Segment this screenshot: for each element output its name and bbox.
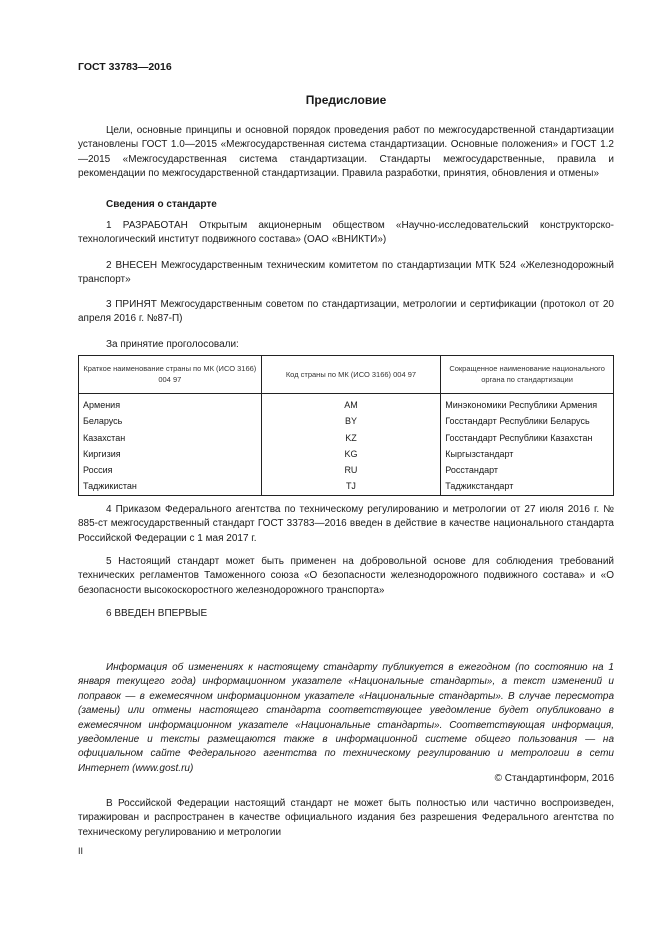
item-4-paragraph xyxy=(78,503,614,546)
country-cell: Таджикистан xyxy=(79,478,262,495)
intro-paragraph xyxy=(78,124,614,182)
info-notice-paragraph xyxy=(78,661,614,776)
voting-table xyxy=(78,355,614,496)
item-1-paragraph xyxy=(78,219,614,248)
item-5-paragraph xyxy=(78,555,614,598)
intro-text: Цели, основные принципы и основной порядок проведения работ по межгосударственной стандартизации установлены ГОСТ 1.0—2015 «Межгосударственная система стандартизации. Основные положения» и ГОСТ 1.2—2015 «Межгосударственная система стандартизации. Стандарты межгосударственные, правила и рекомендации по межгосударственной стандартизации. Правила разработки, принятия, обновления и отмены» xyxy=(78,125,614,180)
item-5-text: 5 Настоящий стандарт может быть применен на добровольной основе для соблюдения требований технических регламентов Таможенного союза «О безопасности железнодорожного подвижного состава» и «О безопасности высокоскоростного железнодорожного транспорта» xyxy=(78,556,614,596)
country-cell: Беларусь xyxy=(79,413,262,429)
restriction-paragraph xyxy=(78,797,614,840)
table-row xyxy=(79,394,614,414)
document-id: ГОСТ 33783—2016 xyxy=(78,61,172,73)
body-cell: Таджикстандарт xyxy=(441,478,614,495)
table-row xyxy=(79,478,614,495)
page-title: Предисловие xyxy=(305,93,387,107)
code-cell: AM xyxy=(261,394,441,414)
table-row xyxy=(79,446,614,462)
code-cell: KZ xyxy=(261,430,441,446)
header-country-name: Краткое наименование страны по МК (ИСО 3166) 004 97 xyxy=(79,356,262,394)
voted-label: За принятие проголосовали: xyxy=(106,339,239,350)
country-cell: Киргизия xyxy=(79,446,262,462)
section-heading: Сведения о стандарте xyxy=(106,199,217,210)
body-cell: Росстандарт xyxy=(441,462,614,478)
item-4-text: 4 Приказом Федерального агентства по техническому регулированию и метрологии от 27 июля 2016 г. № 885-ст межгосударственный стандарт ГОСТ 33783—2016 введен в действие в качестве национального стандарта Российской Федерации с 1 мая 2017 г. xyxy=(78,504,614,544)
table-row xyxy=(79,413,614,429)
code-cell: BY xyxy=(261,413,441,429)
copyright-line: © Стандартинформ, 2016 xyxy=(494,773,614,784)
country-cell: Россия xyxy=(79,462,262,478)
item-3-text: 3 ПРИНЯТ Межгосударственным советом по стандартизации, метрологии и сертификации (протокол от 20 апреля 2016 г. №87-П) xyxy=(78,299,614,325)
item-1-text: 1 РАЗРАБОТАН Открытым акционерным обществом «Научно-исследовательский конструкторско-технологический институт подвижного состава» (ОАО «ВНИКТИ») xyxy=(78,220,614,246)
body-cell: Кыргызстандарт xyxy=(441,446,614,462)
item-2-paragraph xyxy=(78,259,614,288)
body-cell: Минэкономики Республики Армения xyxy=(441,394,614,414)
table-header-row xyxy=(79,356,614,394)
header-national-body: Сокращенное наименование национального органа по стандартизации xyxy=(441,356,614,394)
body-cell: Госстандарт Республики Казахстан xyxy=(441,430,614,446)
country-cell: Казахстан xyxy=(79,430,262,446)
table-row xyxy=(79,462,614,478)
country-cell: Армения xyxy=(79,394,262,414)
restriction-text: В Российской Федерации настоящий стандарт не может быть полностью или частично воспроизведен, тиражирован и распространен в качестве официального издания без разрешения Федерального агентства по техническому регулированию и метрологии xyxy=(78,798,614,838)
item-2-text: 2 ВНЕСЕН Межгосударственным техническим комитетом по стандартизации МТК 524 «Железнодорожный транспорт» xyxy=(78,260,614,286)
header-country-code: Код страны по МК (ИСО 3166) 004 97 xyxy=(261,356,441,394)
code-cell: TJ xyxy=(261,478,441,495)
page-number: II xyxy=(78,846,84,856)
table-row xyxy=(79,430,614,446)
code-cell: KG xyxy=(261,446,441,462)
info-notice-text: Информация об изменениях к настоящему стандарту публикуется в ежегодном (по состоянию на 1 января текущего года) информационном указателе «Национальные стандарты», а текст изменений и поправок — в ежемесячном информационном указателе «Национальные стандарты». В случае пересмотра (замены) или отмены настоящего стандарта соответствующее уведомление будет опубликовано в ежемесячном информационном указателе «Национальные стандарты». Соответствующая информация, уведомление и тексты размещаются также в информационной системе общего пользования — на официальном сайте Федерального агентства по техническому регулированию и метрологии в сети Интернет (www.gost.ru) xyxy=(78,662,614,774)
item-3-paragraph xyxy=(78,298,614,327)
body-cell: Госстандарт Республики Беларусь xyxy=(441,413,614,429)
item-6-text: 6 ВВЕДЕН ВПЕРВЫЕ xyxy=(106,608,208,619)
code-cell: RU xyxy=(261,462,441,478)
